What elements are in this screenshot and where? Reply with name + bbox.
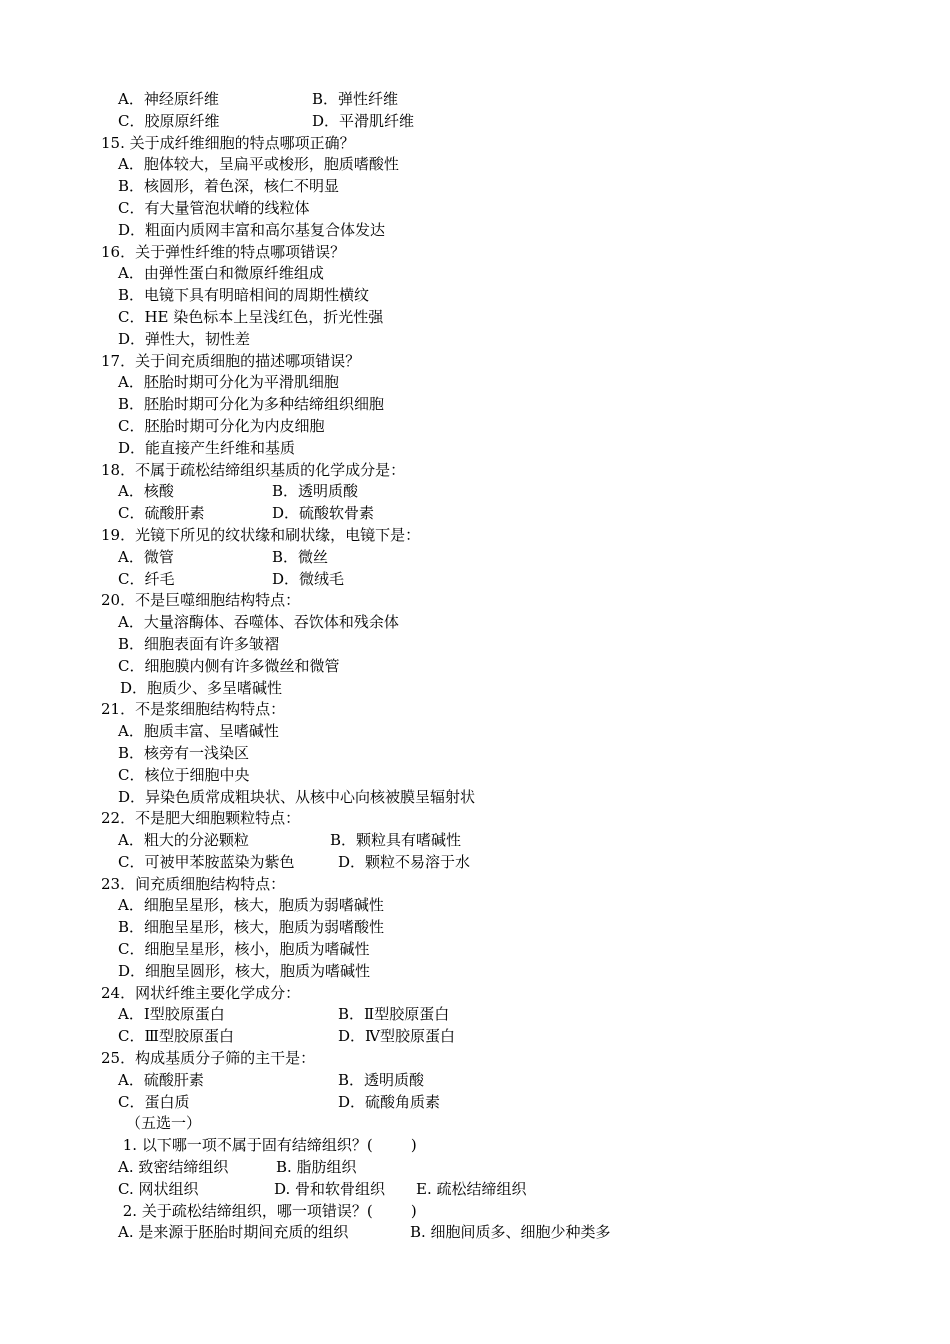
option-b: D．Ⅳ型胶原蛋白	[338, 1027, 456, 1046]
question-stem: 22．不是肥大细胞颗粒特点：	[101, 809, 301, 828]
option-b: B. 脂肪组织	[276, 1158, 357, 1177]
option-line: C．核位于细胞中央	[118, 765, 250, 784]
option-row	[0, 111, 950, 133]
question-stem: 17．关于间充质细胞的描述哪项错误？	[101, 351, 361, 370]
option-row	[0, 1179, 950, 1201]
question-stem: 18．不属于疏松结缔组织基质的化学成分是：	[101, 460, 406, 479]
option-a: A．硫酸肝素	[118, 1070, 204, 1089]
option-a: C．蛋白质	[118, 1092, 190, 1111]
option-line: D．细胞呈圆形，核大，胞质为嗜碱性	[118, 961, 371, 980]
option-line: B．细胞表面有许多皱褶	[118, 634, 280, 653]
document-page	[0, 89, 950, 1244]
option-a: C．可被甲苯胺蓝染为紫色	[118, 852, 295, 871]
option-line: D．能直接产生纤维和基质	[118, 438, 296, 457]
option-line: C．细胞呈星形，核小，胞质为嗜碱性	[118, 940, 370, 959]
question-stem: 23．间充质细胞结构特点：	[101, 874, 286, 893]
question-stem: 20．不是巨噬细胞结构特点：	[101, 591, 301, 610]
option-b: B．微丝	[272, 547, 329, 566]
option-line: B．核旁有一浅染区	[118, 743, 250, 762]
option-line: D．异染色质常成粗块状、从核中心向核被膜呈辐射状	[118, 787, 476, 806]
option-b: D．硫酸软骨素	[272, 504, 375, 523]
option-row	[0, 1070, 950, 1092]
option-row	[0, 89, 950, 111]
option-line: C．胚胎时期可分化为内皮细胞	[118, 416, 325, 435]
question-stem: 25．构成基质分子筛的主干是：	[101, 1049, 316, 1068]
option-b: D．微绒毛	[272, 569, 345, 588]
option-a: C．纤毛	[118, 569, 175, 588]
option-line: A．胞质丰富、呈嗜碱性	[118, 722, 279, 741]
option-line: C．细胞膜内侧有许多微丝和微管	[118, 656, 340, 675]
option-b: B．透明质酸	[272, 482, 359, 501]
option-line: D．胞质少、多呈嗜碱性	[120, 678, 283, 697]
option-a: A．微管	[118, 547, 174, 566]
option-line: C．有大量管泡状嵴的线粒体	[118, 198, 310, 217]
question-stem: 21．不是浆细胞结构特点：	[101, 700, 286, 719]
option-a: A. 致密结缔组织	[118, 1158, 229, 1177]
option-b: D．硫酸角质素	[338, 1092, 441, 1111]
option-b: B．弹性纤维	[312, 90, 399, 108]
option-a: A．神经原纤维	[118, 90, 219, 108]
question-stem: 19．光镜下所见的纹状缘和刷状缘，电镜下是：	[101, 525, 421, 544]
option-row	[0, 1222, 950, 1244]
option-b: B．Ⅱ型胶原蛋白	[338, 1005, 450, 1024]
option-line: D．弹性大，韧性差	[118, 329, 251, 348]
option-row	[0, 1004, 950, 1026]
option-row	[0, 547, 950, 569]
option-a: A．核酸	[118, 482, 174, 501]
option-line: A．胚胎时期可分化为平滑肌细胞	[118, 373, 339, 392]
option-line: D．粗面内质网丰富和高尔基复合体发达	[118, 220, 386, 239]
option-a: A．粗大的分泌颗粒	[118, 831, 249, 850]
question-stem: 16．关于弹性纤维的特点哪项错误？	[101, 242, 346, 261]
option-b: B．颗粒具有嗜碱性	[330, 831, 462, 850]
option-row	[0, 852, 950, 874]
question-stem: 24．网状纤维主要化学成分：	[101, 983, 301, 1002]
option-a: C. 网状组织	[118, 1179, 199, 1198]
option-line: A．由弹性蛋白和微原纤维组成	[118, 264, 324, 283]
section-heading: （五选一）	[126, 1114, 202, 1133]
option-a: A. 是来源于胚胎时期间充质的组织	[118, 1223, 349, 1242]
option-row	[0, 503, 950, 525]
option-a: A．Ⅰ型胶原蛋白	[118, 1005, 225, 1024]
option-a: C．胶原原纤维	[118, 111, 220, 130]
option-row	[0, 1157, 950, 1179]
option-row	[0, 830, 950, 852]
option-b: B．透明质酸	[338, 1070, 425, 1089]
option-row	[0, 481, 950, 503]
option-line: 2. 关于疏松结缔组织，哪一项错误？( )	[118, 1201, 417, 1220]
option-b: D．平滑肌纤维	[312, 111, 415, 130]
option-a: C．Ⅲ型胶原蛋白	[118, 1027, 234, 1046]
option-line: B．电镜下具有明暗相间的周期性横纹	[118, 286, 370, 305]
option-line: B．核圆形，着色深，核仁不明显	[118, 177, 340, 196]
option-line: A．大量溶酶体、吞噬体、吞饮体和残余体	[118, 613, 399, 632]
option-line: A．胞体较大，呈扁平或梭形，胞质嗜酸性	[118, 155, 399, 174]
option-b: D．颗粒不易溶于水	[338, 852, 471, 871]
option-line: A．细胞呈星形，核大，胞质为弱嗜碱性	[118, 896, 384, 915]
option-line: B．细胞呈星形，核大，胞质为弱嗜酸性	[118, 918, 385, 937]
option-b: D. 骨和软骨组织	[274, 1179, 386, 1198]
option-b: B. 细胞间质多、细胞少种类多	[410, 1223, 611, 1242]
option-line: C．HE 染色标本上呈浅红色，折光性强	[118, 307, 384, 326]
option-row	[0, 569, 950, 591]
question-stem: 15. 关于成纤维细胞的特点哪项正确？	[101, 133, 355, 152]
option-a: C．硫酸肝素	[118, 504, 205, 523]
option-row	[0, 1026, 950, 1048]
option-c: E. 疏松结缔组织	[416, 1179, 527, 1198]
option-row	[0, 1092, 950, 1114]
option-line: 1. 以下哪一项不属于固有结缔组织？( )	[118, 1136, 417, 1155]
option-line: B．胚胎时期可分化为多种结缔组织细胞	[118, 395, 385, 414]
